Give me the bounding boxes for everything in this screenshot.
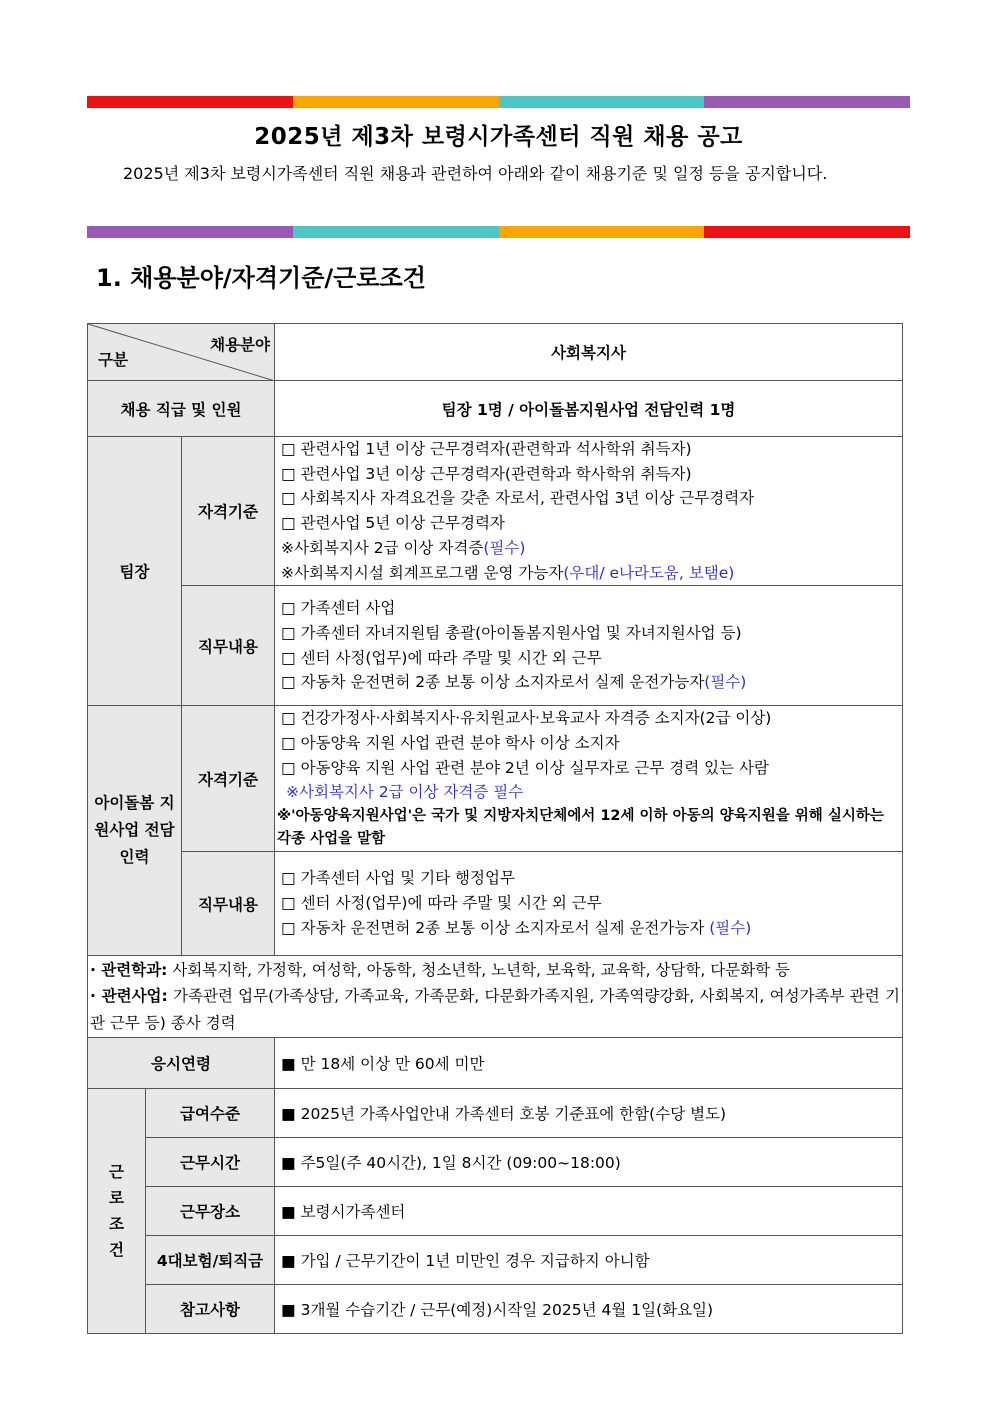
notes-value: ■ 3개월 수습기간 / 근무(예정)시작일 2025년 4월 1일(화요일) [275,1285,903,1334]
positions-label: 채용 직급 및 인원 [88,381,275,437]
list-item: □ 가족센터 사업 [281,599,396,618]
corner-header-cell [88,324,275,381]
leader-qual-label: 자격기준 [182,437,275,586]
intro-text: 2025년 제3차 보령시가족센터 직원 채용과 관련하여 아래와 같이 채용기준 및 일정 등을 공지합니다. [123,164,828,183]
hours-value: ■ 주5일(주 40시간), 1일 8시간 (09:00~18:00) [275,1138,903,1187]
definition-note: ※'아동양육지원사업'은 국가 및 지방자치단체에서 12세 이하 아동의 양육지원을 위해 실시하는 각종 사업을 말함 [277,808,884,848]
list-item: □ 아동양육 지원 사업 관련 분야 2년 이상 실무자로 근무 경력 있는 사람 [281,758,769,777]
business-text: 가족관련 업무(가족상담, 가족교육, 가족문화, 다문화가족지원, 가족역량강화, 사회복지, 여성가족부 관련 기관 근무 등) 종사 경력 [90,987,900,1032]
list-item: □ 사회복지사 자격요건을 갖춘 자로서, 관련사업 3년 이상 근무경력자 [281,489,755,508]
required-badge: (필수) [704,673,747,692]
related-business [90,983,900,1036]
required-badge: (필수) [709,918,752,937]
stripe-segment [293,226,499,238]
insurance-value: ■ 가입 / 근무기간이 1년 미만인 경우 지급하지 아니함 [275,1236,903,1285]
care-qual-label: 자격기준 [182,706,275,852]
leader-duty-label: 직무내용 [182,586,275,706]
location-label: 근무장소 [146,1187,275,1236]
list-item [281,670,896,695]
age-value: ■ 만 18세 이상 만 60세 미만 [275,1038,903,1089]
positions-value: 팀장 1명 / 아이돌봄지원사업 전담인력 1명 [275,381,903,437]
list-item: □ 관련사업 1년 이상 근무경력자(관련학과 석사학위 취득자) [281,440,692,458]
notes-label: 참고사항 [146,1285,275,1334]
list-item: □ 센터 사정(업무)에 따라 주말 및 시간 외 근무 [281,648,602,667]
note-text: ※사회복지시설 회계프로그램 운영 가능자 [281,563,564,582]
list-item [281,561,896,586]
list-item: □ 건강가정사·사회복지사·유치원교사·보육교사 자격증 소지자(2급 이상) [281,709,772,728]
stripe-segment [704,226,910,238]
stripe-segment [293,96,499,108]
corner-field-label: 채용분야 [210,336,271,354]
list-item: □ 가족센터 자녀지원팀 총괄(아이돌봄지원사업 및 자녀지원사업 등) [281,624,742,643]
list-item: □ 아동양육 지원 사업 관련 분야 학사 이상 소지자 [281,733,620,752]
notice-title: 2025년 제3차 보령시가족센터 직원 채용 공고 [254,124,743,150]
care-duty-cell [275,852,903,956]
stripe-segment [87,226,293,238]
note-text: ※사회복지사 2급 이상 자격증 [281,538,484,557]
care-label: 아이돌봄 지원사업 전담인력 [88,706,182,956]
list-item [281,916,896,941]
related-majors [90,957,900,984]
leader-duty-cell [275,586,903,706]
list-text: □ 자동차 운전면허 2종 보통 이상 소지자로서 실제 운전가능자 [281,673,705,692]
corner-category-label: 구분 [98,351,128,369]
bottom-color-stripe [87,226,910,238]
stripe-segment [704,96,910,108]
section-heading: 1. 채용분야/자격기준/근로조건 [96,264,426,292]
majors-label: · 관련학과: [90,960,168,979]
location-value: ■ 보령시가족센터 [275,1187,903,1236]
leader-label: 팀장 [88,437,182,706]
stripe-segment [87,96,293,108]
required-note: ※사회복지사 2급 이상 자격증 필수 [286,783,524,802]
leader-qual-cell [275,437,903,586]
stripe-segment [499,96,705,108]
majors-text: 사회복지학, 가정학, 여성학, 아동학, 청소년학, 노년학, 보육학, 교육학, 상담학, 다문화학 등 [167,960,790,979]
field-value: 사회복지사 [275,324,903,381]
care-duty-label: 직무내용 [182,852,275,956]
work-conditions-label: 근로 조건 [88,1089,146,1334]
salary-label: 급여수준 [146,1089,275,1138]
list-text: □ 자동차 운전면허 2종 보통 이상 소지자로서 실제 운전가능자 [281,918,710,937]
list-item [281,536,896,561]
list-item: □ 관련사업 5년 이상 근무경력자 [281,514,505,533]
salary-value: ■ 2025년 가족사업안내 가족센터 호봉 기준표에 한함(수당 별도) [275,1089,903,1138]
top-color-stripe [87,96,910,108]
insurance-label: 4대보험/퇴직금 [146,1236,275,1285]
recruitment-table [87,323,903,1334]
hours-label: 근무시간 [146,1138,275,1187]
age-label: 응시연령 [88,1038,275,1089]
business-label: · 관련사업: [90,987,168,1006]
care-qual-cell [275,706,903,852]
stripe-segment [499,226,705,238]
required-badge: (필수) [483,538,526,557]
list-item: □ 관련사업 3년 이상 근무경력자(관련학과 학사학위 취득자) [281,464,692,483]
preferred-text: (우대/ e나라도움, 보탬e) [563,563,735,582]
related-info-cell [88,956,903,1038]
list-item: □ 센터 사정(업무)에 따라 주말 및 시간 외 근무 [281,894,602,913]
list-item: □ 가족센터 사업 및 기타 행정업무 [281,869,515,888]
